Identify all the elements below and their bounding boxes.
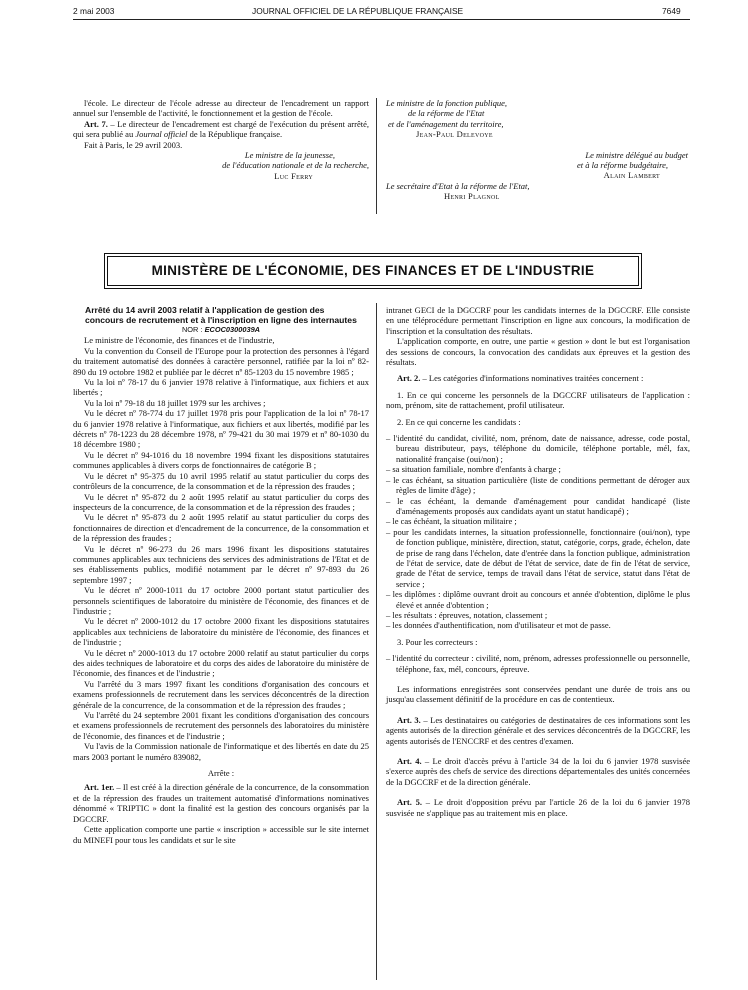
- article-2-text: – Les catégories d'informations nominatives traitées concernent :: [420, 373, 644, 384]
- gestion-paragraph: L'application comporte, en outre, une partie « gestion » dont le but est l'organisation des sessions de concours, la convocation des candidats aux épreuves et la gestion des résultats.: [386, 336, 690, 368]
- visa-paragraph: Vu le décret nº 95-873 du 2 août 1995 relatif au statut particulier du corps des fonctionnaires de direction et d'encadrement de la concurrence, de la consommation et de la répression des fraudes ;: [73, 512, 369, 544]
- decree-left-column: [73, 305, 369, 845]
- page-number: 7649: [662, 6, 681, 16]
- previous-decree-end: [73, 98, 369, 181]
- article-2-label: Art. 2.: [397, 373, 421, 384]
- visa-paragraph: Le ministre de l'économie, des finances et de l'industrie,: [84, 335, 275, 346]
- candidate-data-list: [386, 433, 690, 631]
- article-3-label: Art. 3.: [397, 714, 421, 725]
- visa-paragraph: Vu le décret nº 2000-1011 du 17 octobre 2000 portant statut particulier des personnels scientifiques de laboratoire du ministère de l'économie, des finances et de l'industrie ;: [73, 585, 369, 616]
- item-2-candidats: 2. En ce qui concerne les candidats :: [397, 416, 521, 427]
- article-7-text: – Le directeur de l'encadrement est chargé de l'exécution du présent arrêté, qui sera publié au: [73, 118, 369, 140]
- item-3-correcteurs: 3. Pour les correcteurs :: [397, 636, 478, 647]
- candidate-data-item: – les diplômes : diplôme ouvrant droit au concours et année d'obtention, diplôme le plus élevé et année d'obtention ;: [386, 589, 690, 610]
- signatory-name-plagnol: Henri Plagnol: [444, 191, 500, 202]
- visa-paragraph: Vu la convention du Conseil de l'Europe pour la protection des personnes à l'égard du traitement automatisé des données à caractère personnel, ratifiée par la loi nº 82-890 du 19 octobre 1982 et publiée par le décret nº 85-1203 du 15 novembre 1985 ;: [73, 345, 369, 377]
- header-rule: [73, 19, 690, 20]
- article-1-label: Art. 1er.: [84, 782, 115, 793]
- header-date: 2 mai 2003: [73, 6, 115, 16]
- nor-reference: [73, 325, 369, 335]
- signatory-name-delevoye: Jean-Paul Delevoye: [416, 129, 493, 140]
- visa-paragraph: Vu l'arrêté du 3 mars 1997 fixant les conditions d'organisation des concours et examens professionnels de recrutement dans les services déconcentrés de la direction générale de la concurrence, de la consommation et de la répression des fraudes ;: [73, 678, 369, 710]
- top-column-rule: [376, 98, 377, 214]
- candidate-data-item: – l'identité du candidat, civilité, nom, prénom, date de naissance, adresse, code postal, bureau distributeur, pays, téléphone du domicile, téléphone portable, mél, fax, nationalité française (oui/non) ;: [386, 433, 690, 464]
- visa-paragraph: Vu le décret nº 95-872 du 2 août 1995 relatif au statut particulier du corps des inspecteurs de la concurrence, de la consommation et de la répression des fraudes ;: [73, 491, 369, 512]
- signatory-title-2: de l'éducation nationale et de la recherche,: [222, 160, 369, 171]
- visa-paragraph: Vu le décret nº 78-774 du 17 juillet 1978 pris pour l'application de la loi nº 78-17 du 6 janvier 1978 relative à l'informatique, aux fichiers et aux libertés, modifié par les décrets nº 78-1223 du 28 décembre 1978, nº 79-421 du 30 mai 1979 et nº 80-1030 du 18 décembre 1980 ;: [73, 408, 369, 450]
- visa-paragraph: Vu le décret nº 94-1016 du 18 novembre 1994 fixant les dispositions statutaires communes applicables à divers corps de fonctionnaires de catégorie B ;: [73, 449, 369, 471]
- article-4-label: Art. 4.: [397, 756, 422, 767]
- minister-budget-2: et à la réforme budgétaire,: [576, 160, 668, 171]
- candidate-data-item: – le cas échéant, sa situation particulière (liste de conditions permettant de déroger aux règles de limite d'âge) ;: [386, 474, 690, 496]
- co-signatories: [386, 98, 690, 202]
- visa-paragraph: Vu le décret nº 96-273 du 26 mars 1996 fixant les dispositions statutaires communes applicables aux techniciens des services des administrations de l'Etat et de ses établissements publics, modifié notamment par le décret nº 97-893 du 26 septembre 1997 ;: [73, 543, 369, 585]
- visa-paragraph: Vu le décret nº 2000-1013 du 17 octobre 2000 relatif au statut particulier du corps des aides techniques de laboratoire et du corps des aides de laboratoire du ministère de l'économie, des finances et de l'industrie ;: [73, 647, 369, 679]
- journal-officiel-italic: Journal officiel: [135, 129, 188, 140]
- visa-paragraph: Vu la loi nº 79-18 du 18 juillet 1979 sur les archives ;: [84, 397, 266, 408]
- ministry-title: MINISTÈRE DE L'ÉCONOMIE, DES FINANCES ET DE L'INDUSTRIE: [151, 263, 595, 278]
- article-4-text: – Le droit d'accès prévu à l'article 34 de la loi du 6 janvier 1978 susvisée s'exerce auprès des chefs de service des directions départementales des unités concernées de la DGCCRF et de la direction générale.: [386, 756, 691, 787]
- decree-title: Arrêté du 14 avril 2003 relatif à l'application de gestion des concours de recrutement et à l'inscription en ligne des internautes: [85, 305, 357, 325]
- article-2: [386, 373, 690, 383]
- visa-paragraph: Vu l'arrêté du 24 septembre 2001 fixant les conditions d'organisation des concours et examens professionnels de recrutement des personnels des laboratoires du ministère de l'économie, des finances et de l'industrie ;: [73, 710, 369, 741]
- article-5-label: Art. 5.: [397, 797, 423, 808]
- candidate-data-item: – pour les candidats internes, la situation professionnelle, fonctionnaire (oui/non), type de fonction publique, ministère, direction, statut, catégorie, corps, grade, échelon, date de prise de rang dans l'échelon, date d'entrée dans la fonction publique, administration de l'état de service, date de début de l'état de service, date de fin de l'état de service, grade de l'état de service, temps de travail dans l'état de service, statut dans l'état de service ;: [386, 526, 690, 589]
- minister-fonction-publique-1: Le ministre de la fonction publique,: [386, 98, 508, 108]
- article-7: [73, 119, 369, 140]
- candidate-data-item: – les données d'authentification, nom d'utilisateur et mot de passe.: [386, 620, 611, 631]
- ministry-banner: [107, 256, 639, 286]
- article-1-paragraph-2: Cette application comporte une partie « inscription » accessible sur le site internet du MINEFI pour tous les candidats et sur le site: [73, 824, 369, 845]
- secretary-reforme-etat: Le secrétaire d'Etat à la réforme de l'Etat,: [386, 180, 530, 191]
- signatory-name-lambert: Alain Lambert: [603, 170, 660, 181]
- visa-paragraph: Vu le décret nº 2000-1012 du 17 octobre 2000 fixant les dispositions statutaires applicables aux techniciens de laboratoire du ministère de l'économie, des finances et de l'industrie ;: [73, 616, 369, 648]
- corrector-data-item: – l'identité du correcteur : civilité, nom, prénom, adresses professionnelle ou personnelle, téléphone, fax, mél, concours, épreuve.: [386, 653, 690, 674]
- candidate-data-item: – le cas échéant, la situation militaire ;: [386, 516, 517, 527]
- corrector-data-list: [386, 653, 690, 674]
- minister-budget-1: Le ministre délégué au budget: [585, 149, 688, 160]
- nor-label: NOR :: [181, 325, 205, 334]
- intranet-paragraph: intranet GECI de la DGCCRF pour les candidats internes de la DGCCRF. Elle consiste en une téléprocédure permettant l'inscription en ligne aux concours, la modification de l'inscription et la consultation des résultats.: [386, 305, 690, 336]
- candidate-data-item: – sa situation familiale, nombre d'enfants à charge ;: [386, 464, 561, 475]
- article-5-text: – Le droit d'opposition prévu par l'article 26 de la loi du 6 janvier 1978 susvisée ne s'applique pas au traitement mis en place.: [386, 797, 690, 818]
- candidate-data-item: – les résultats : épreuves, notation, classement ;: [386, 609, 548, 620]
- arrete-heading: Arrête :: [207, 768, 235, 779]
- nor-code: ECOC0300039A: [204, 325, 261, 334]
- article-4: [386, 756, 690, 787]
- article-3: [386, 715, 690, 746]
- article-5: [386, 797, 690, 818]
- signatory-title-1: Le ministre de la jeunesse,: [244, 150, 335, 161]
- item-1-personnels: 1. En ce qui concerne les personnels de la DGCCRF utilisateurs de l'application : nom, prénom, site de rattachement, profil utilisateur.: [386, 389, 690, 411]
- visa-paragraph: Vu l'avis de la Commission nationale de l'informatique et des libertés en date du 25 mars 2003 portant le numéro 839082,: [73, 741, 369, 762]
- article-1: [73, 782, 369, 824]
- visa-paragraph: Vu la loi nº 78-17 du 6 janvier 1978 relative à l'informatique, aux fichiers et aux libertés ;: [73, 377, 369, 398]
- retention-paragraph: Les informations enregistrées sont conservées pendant une durée de trois ans ou jusqu'au classement définitif de la procédure en cas de contentieux.: [386, 684, 690, 705]
- journal-title: JOURNAL OFFICIEL DE LA RÉPUBLIQUE FRANÇAISE: [252, 6, 464, 16]
- article-3-text: – Les destinataires ou catégories de destinataires de ces informations sont les agents autorisés de la direction générale et des services déconcentrés de la DGCCRF, les agents autorisés de l'ENCCRF et des centres d'examen.: [386, 714, 690, 746]
- candidate-data-item: – le cas échéant, la demande d'aménagement pour candidat handicapé (liste d'aménagements proposés aux candidats ayant un statut handicapé) ;: [386, 495, 690, 516]
- minister-fonction-publique-2: de la réforme de l'Etat: [408, 108, 485, 119]
- visa-paragraph: Vu le décret nº 95-375 du 10 avril 1995 relatif au statut particulier du corps des contrôleurs de la concurrence, de la consommation et de la répression des fraudes ;: [73, 470, 369, 492]
- visas-list: [73, 335, 369, 762]
- article-7-end: de la République française.: [187, 129, 283, 140]
- minister-fonction-publique-3: et de l'aménagement du territoire,: [388, 118, 504, 129]
- decree-right-column: [386, 305, 690, 818]
- article-7-label: Art. 7.: [84, 118, 108, 129]
- body-column-rule: [376, 303, 377, 980]
- article-1-text: – Il est créé à la direction générale de la concurrence, de la consommation et de la répression des fraudes un traitement automatisé d'informations nominatives dénommé « TRIPTIC » dont la finalité est la gestion des concours organisés par la DGCCRF.: [73, 782, 369, 824]
- signature-date: Fait à Paris, le 29 avril 2003.: [84, 139, 183, 150]
- school-paragraph: l'école. Le directeur de l'école adresse au directeur de l'encadrement un rapport annuel sur l'ensemble de l'activité, le fonctionnement et la gestion de l'école.: [73, 98, 369, 119]
- signatory-name-ferry: Luc Ferry: [274, 170, 313, 181]
